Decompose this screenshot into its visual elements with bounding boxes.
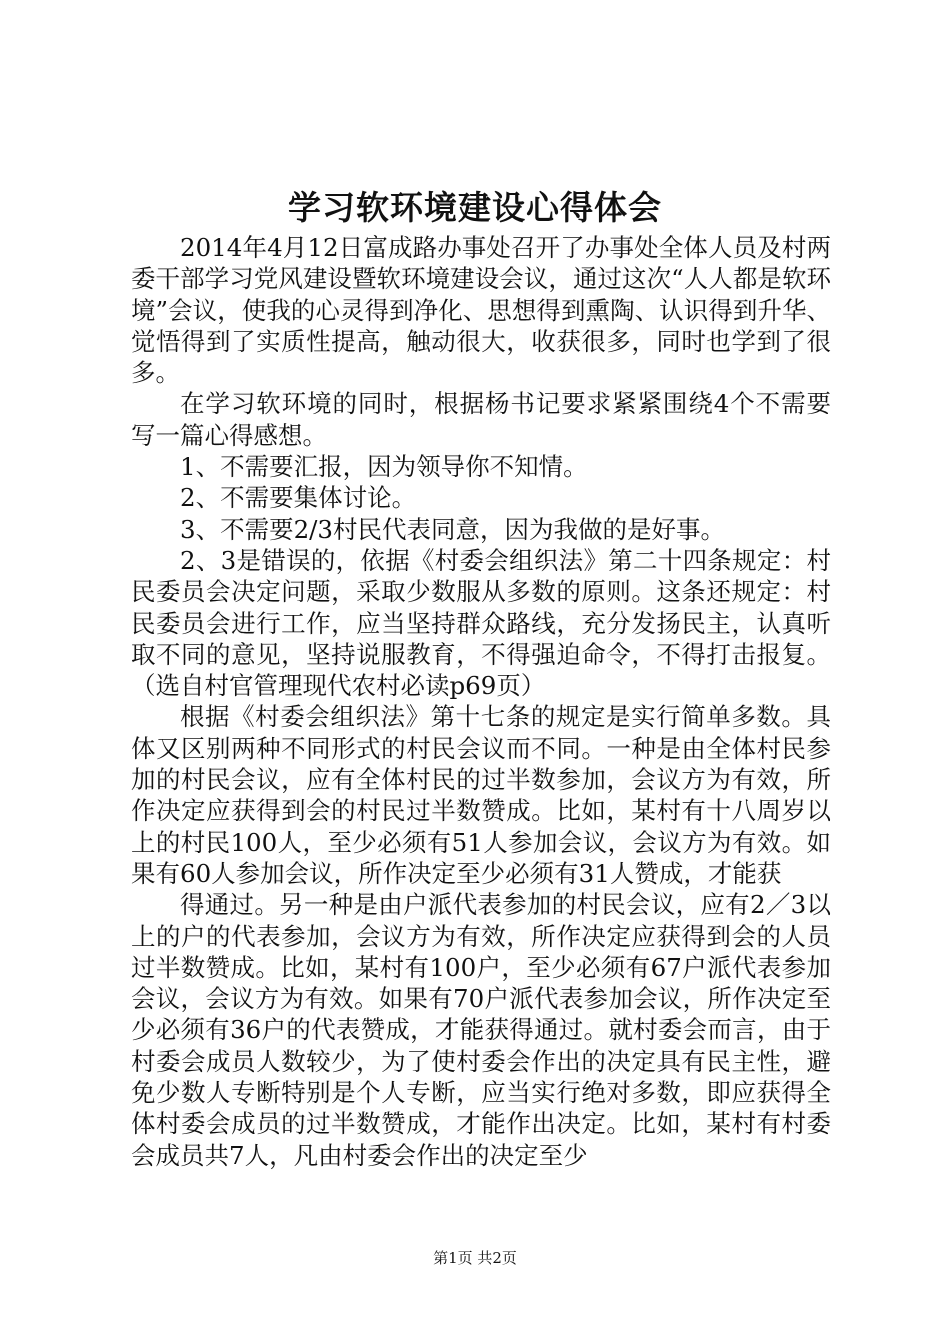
- paragraph: 2014年4月12日富成路办事处召开了办事处全体人员及村两委干部学习党风建设暨软环境建设会议，通过这次“人人都是软环境”会议，使我的心灵得到净化、思想得到熏陶、认识得到升华、觉悟得到了实质性提高，触动很大，收获很多，同时也学到了很多。: [131, 233, 831, 388]
- page-footer: 第1页 共2页: [433, 1249, 517, 1267]
- paragraph: 在学习软环境的同时，根据杨书记要求紧紧围绕4个不需要写一篇心得感想。: [131, 389, 831, 450]
- paragraph: 根据《村委会组织法》第十七条的规定是实行简单多数。具体又区别两种不同形式的村民会议而不同。一种是由全体村民参加的村民会议，应有全体村民的过半数参加，会议方为有效，所作决定应获得到会的村民过半数赞成。比如，某村有十八周岁以上的村民100人，至少必须有51人参加会议，会议方为有效。如果有60人参加会议，所作决定至少必须有31人赞成，才能获: [131, 702, 831, 888]
- list-item: 1、不需要汇报，因为领导你不知情。: [180, 452, 588, 482]
- document-title: 学习软环境建设心得体会: [288, 188, 662, 227]
- paragraph: 得通过。另一种是由户派代表参加的村民会议，应有2／3以上的户的代表参加，会议方为有效，所作决定应获得到会的人员过半数赞成。比如，某村有100户，至少必须有67户派代表参加会议，会议方为有效。如果有70户派代表参加会议，所作决定至少必须有36户的代表赞成，才能获得通过。就村委会而言，由于村委会成员人数较少，为了使村委会作出的决定具有民主性，避免少数人专断特别是个人专断，应当实行绝对多数，即应获得全体村委会成员的过半数赞成，才能作出决定。比如，某村有村委会成员共7人，凡由村委会作出的决定至少: [131, 890, 831, 1170]
- paragraph: 2、3是错误的，依据《村委会组织法》第二十四条规定：村民委员会决定问题，采取少数服从多数的原则。这条还规定：村民委员会进行工作，应当坚持群众路线，充分发扬民主，认真听取不同的意见，坚持说服教育，不得强迫命令，不得打击报复。（选自村官管理现代农村必读p69页）: [131, 545, 831, 701]
- list-item: 3、不需要2/3村民代表同意，因为我做的是好事。: [180, 514, 726, 544]
- list-item: 2、不需要集体讨论。: [180, 483, 417, 513]
- document-body: [131, 232, 831, 1171]
